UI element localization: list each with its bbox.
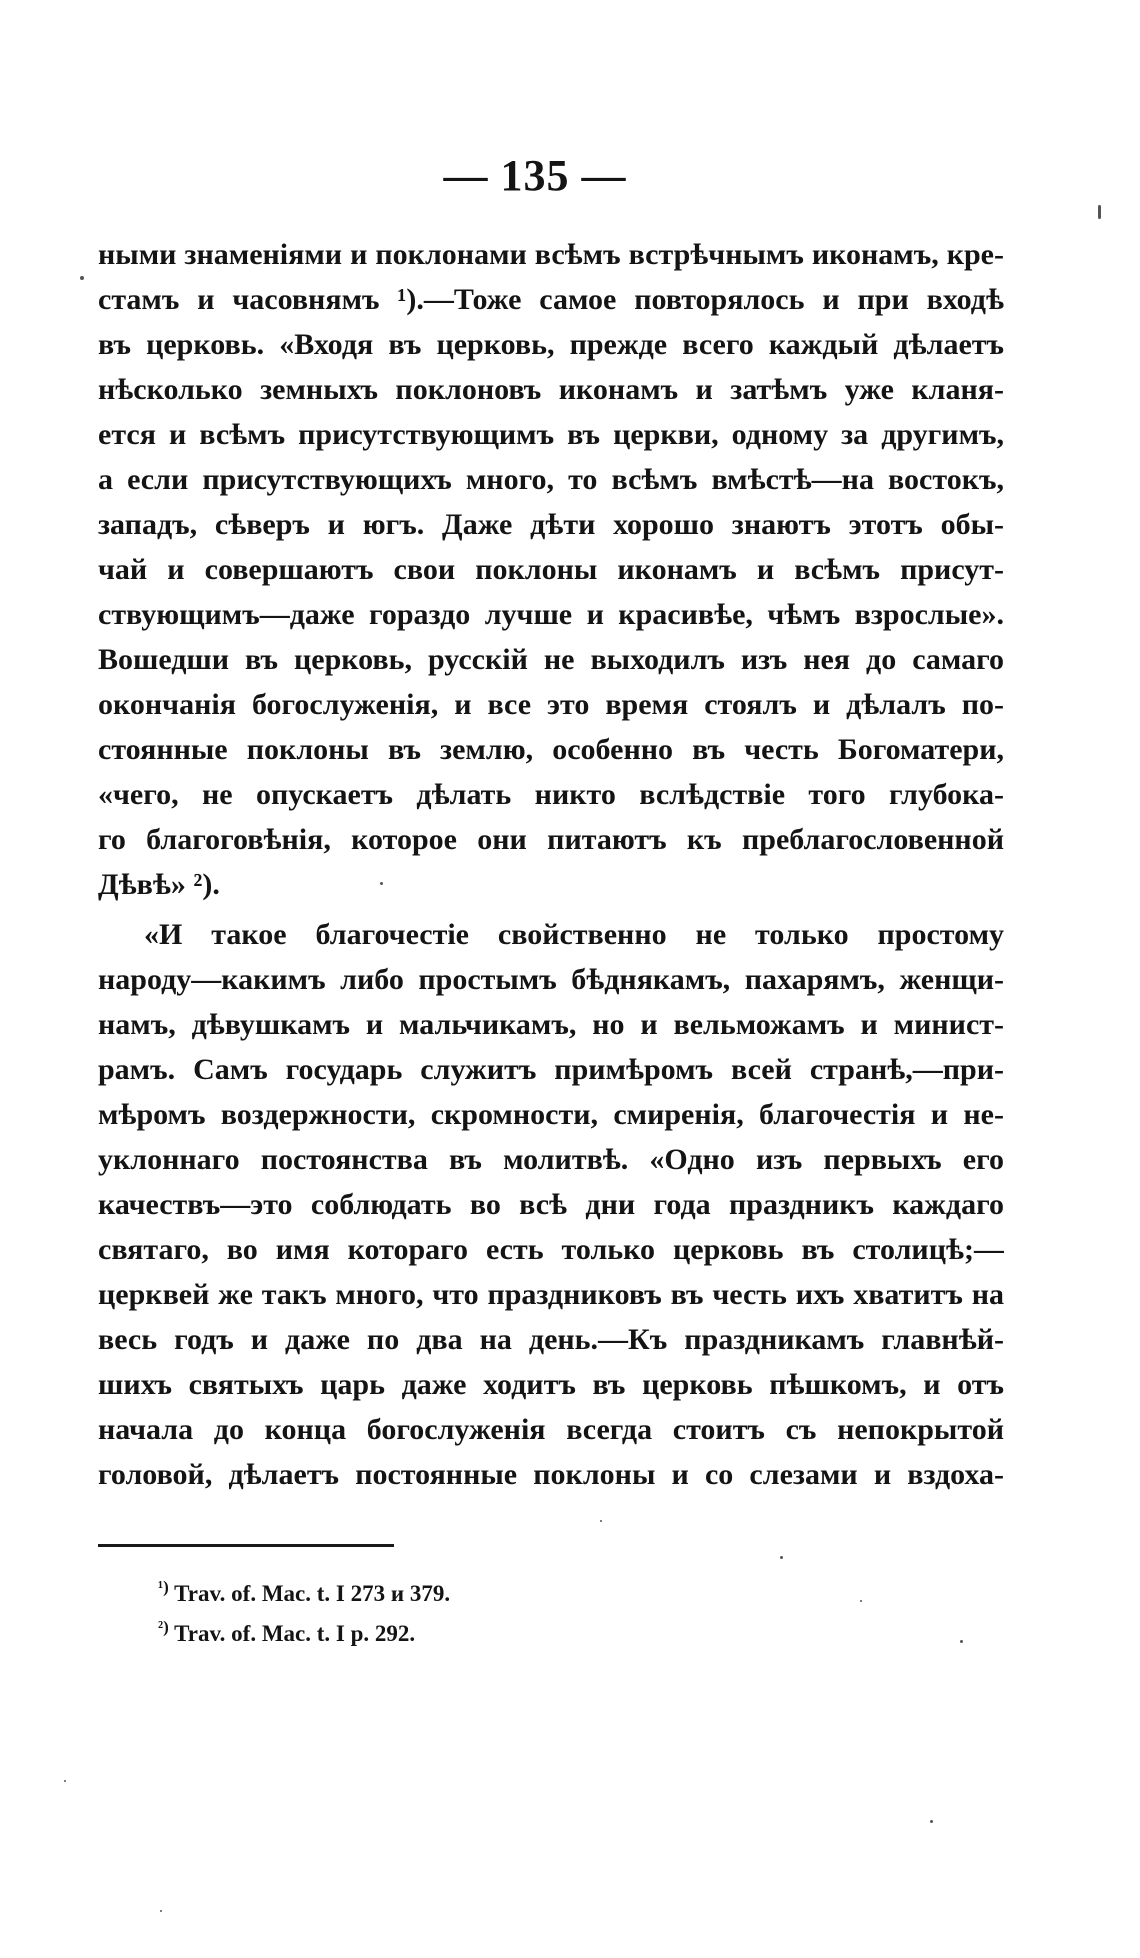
text-line: ными знаменіями и поклонами всѣмъ встрѣчнымъ иконамъ, кре- xyxy=(98,238,1004,271)
scan-speck xyxy=(64,1780,66,1782)
text-line: намъ, дѣвушкамъ и мальчикамъ, но и вельможамъ и минист- xyxy=(98,1008,1004,1041)
text-line: въ церковь. «Входя въ церковь, прежде всего каждый дѣлаетъ xyxy=(98,328,1004,361)
scan-speck xyxy=(160,1910,162,1912)
scan-speck xyxy=(860,1600,862,1602)
text-line: ствующимъ—даже гораздо лучше и красивѣе, чѣмъ взрослые». xyxy=(98,598,1004,631)
scan-speck xyxy=(930,1820,933,1823)
footnote-text: Trav. of. Mac. t. I 273 и 379. xyxy=(174,1581,451,1606)
text-line: западъ, сѣверъ и югъ. Даже дѣти хорошо знаютъ этотъ обы- xyxy=(98,508,1004,541)
footnotes xyxy=(158,1574,450,1654)
text-line: церквей же такъ много, что праздниковъ въ честь ихъ хватитъ на xyxy=(98,1278,1004,1311)
text-line: головой, дѣлаетъ постоянные поклоны и со слезами и вздоха- xyxy=(98,1458,1004,1491)
paragraph-1 xyxy=(98,232,1004,907)
text-line: мѣромъ воздержности, скромности, смиренія, благочестія и не- xyxy=(98,1098,1004,1131)
text-line: нѣсколько земныхъ поклоновъ иконамъ и затѣмъ уже кланя- xyxy=(98,373,1004,406)
text-line: Вошедши въ церковь, русскій не выходилъ изъ нея до самаго xyxy=(98,643,1004,676)
scan-speck xyxy=(80,276,84,280)
text-line: святаго, во имя котораго есть только церковь въ столицѣ;— xyxy=(98,1233,1004,1266)
footnote-1 xyxy=(158,1574,450,1614)
text-line: начала до конца богослуженія всегда стоитъ съ непокрытой xyxy=(98,1413,1004,1446)
scan-speck xyxy=(1098,205,1101,219)
footnote-marker: ²) xyxy=(158,1617,169,1637)
text-line: окончанія богослуженія, и все это время стоялъ и дѣлалъ по- xyxy=(98,688,1004,721)
footnote-2 xyxy=(158,1614,450,1654)
paragraph-2 xyxy=(98,912,1004,1497)
footnote-marker: ¹) xyxy=(158,1577,169,1597)
scan-speck xyxy=(780,1556,783,1559)
text-line: шихъ святыхъ царь даже ходитъ въ церковь пѣшкомъ, и отъ xyxy=(98,1368,1004,1401)
text-line: рамъ. Самъ государь служитъ примѣромъ всей странѣ,—при- xyxy=(98,1053,1004,1086)
footnote-divider xyxy=(98,1544,394,1547)
page-number: — 135 — xyxy=(443,151,627,200)
text-line: стоянные поклоны въ землю, особенно въ честь Богоматери, xyxy=(98,733,1004,766)
text-line: Дѣвѣ» ²). xyxy=(98,868,220,901)
text-line: а если присутствующихъ много, то всѣмъ вмѣстѣ—на востокъ, xyxy=(98,463,1004,496)
text-line: стамъ и часовнямъ ¹).—Тоже самое повторялось и при входѣ xyxy=(98,283,1004,316)
text-line: качествъ—это соблюдать во всѣ дни года праздникъ каждаго xyxy=(98,1188,1004,1221)
text-line: народу—какимъ либо простымъ бѣднякамъ, пахарямъ, женщи- xyxy=(98,963,1004,996)
scan-speck xyxy=(380,882,383,885)
text-line: уклоннаго постоянства въ молитвѣ. «Одно изъ первыхъ его xyxy=(98,1143,1004,1176)
scan-speck xyxy=(600,1520,602,1522)
scan-speck xyxy=(960,1640,963,1643)
text-line: чай и совершаютъ свои поклоны иконамъ и всѣмъ присут- xyxy=(98,553,1004,586)
footnote-text: Trav. of. Mac. t. I p. 292. xyxy=(174,1621,416,1646)
text-line: весь годъ и даже по два на день.—Къ праздникамъ главнѣй- xyxy=(98,1323,1004,1356)
text-line: го благоговѣнія, которое они питаютъ къ преблагословенной xyxy=(98,823,1004,856)
text-line: «чего, не опускаетъ дѣлать никто вслѣдствіе того глубока- xyxy=(98,778,1004,811)
text-line: ется и всѣмъ присутствующимъ въ церкви, одному за другимъ, xyxy=(98,418,1004,451)
text-line: «И такое благочестіе свойственно не только простому xyxy=(144,918,1004,951)
